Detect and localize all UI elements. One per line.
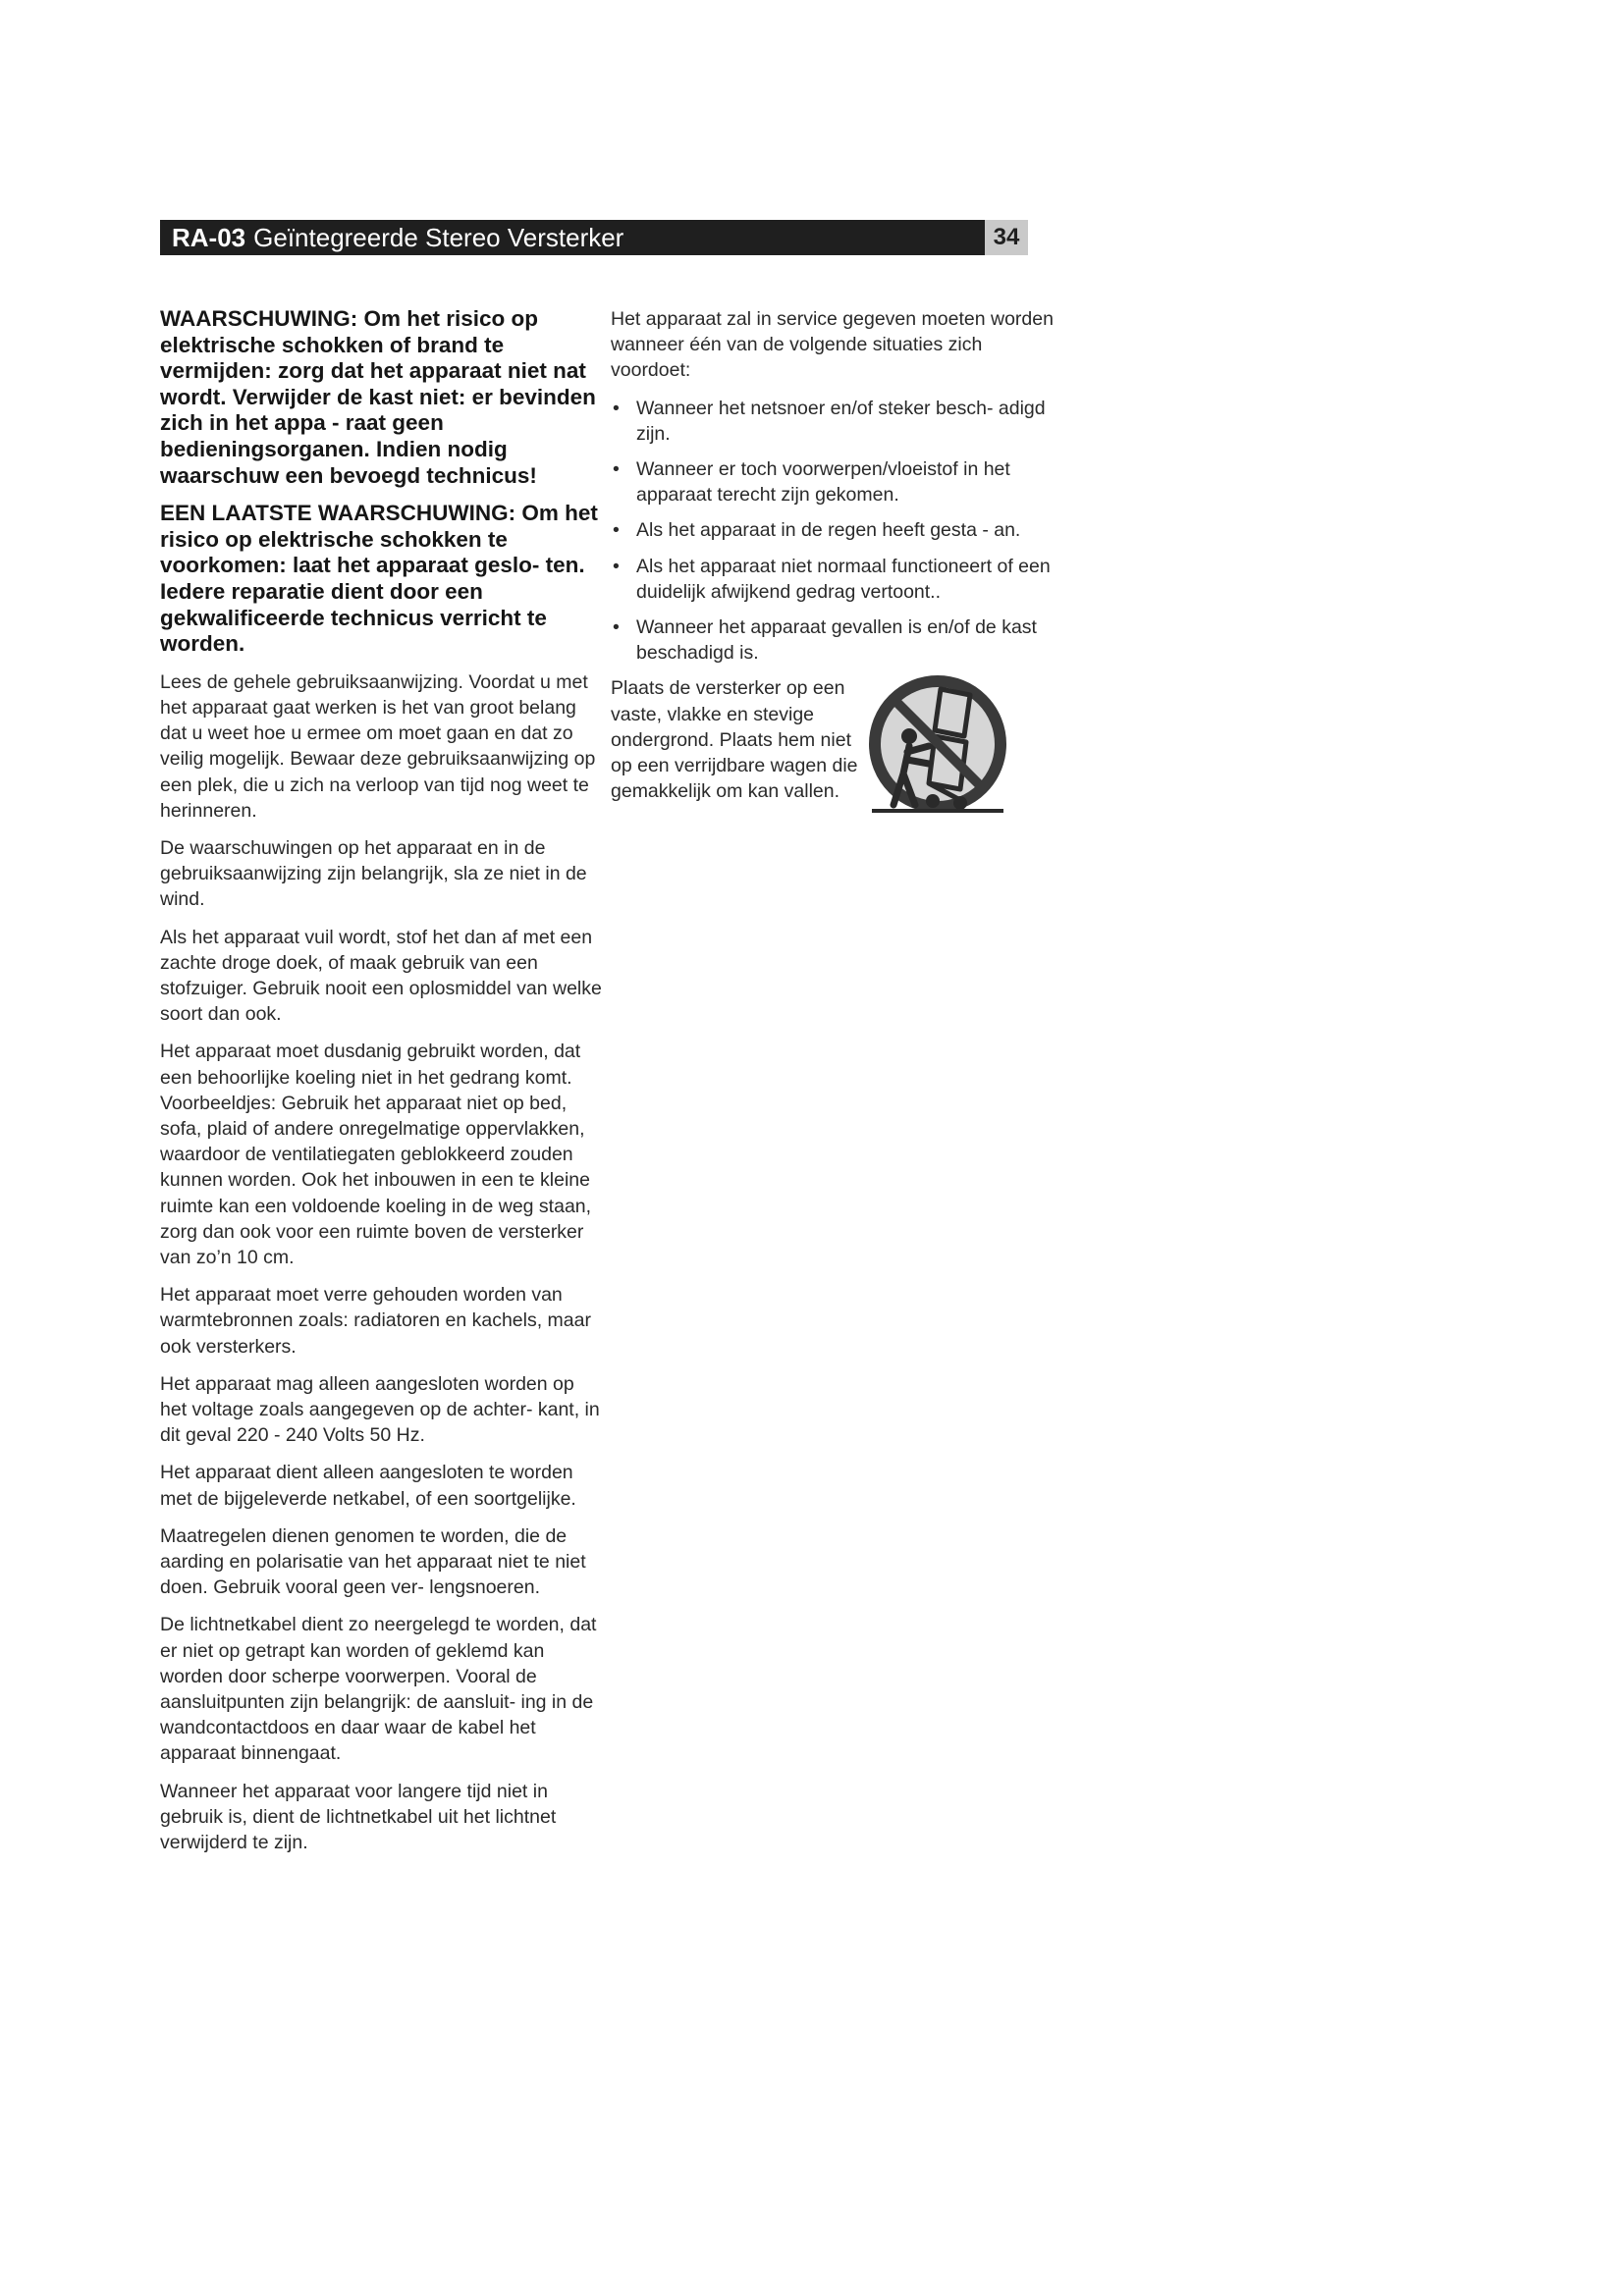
cart-tip-over-warning-icon (864, 667, 1011, 825)
right-column (611, 306, 1062, 804)
paragraph: Maatregelen dienen genomen te worden, die de aarding en polarisatie van het apparaat niet te niet doen. Gebruik vooral geen ver- lengsnoeren. (160, 1524, 586, 1599)
paragraph: Het apparaat moet dusdanig gebruikt worden, dat een behoorlijke koeling niet in het gedrang komt. Voorbeeldjes: Gebruik het apparaat niet op bed, sofa, plaid of andere onregelmatige oppervlakken, waardoor de ventilatiegaten geblokkeerd zouden kunnen worden. Ook het inbouwen in een te kleine ruimte kan een voldoende koeling in de weg staan, zorg dan ook voor een ruimte boven de versterker van zo’n 10 cm. (160, 1041, 592, 1268)
bullet-icon: • (613, 555, 620, 577)
paragraph: Het apparaat dient alleen aangesloten te worden met de bijgeleverde netkabel, of een soortgelijke. (160, 1462, 576, 1510)
list-item: • Wanneer er toch voorwerpen/vloeistof in het apparaat terecht zijn gekomen. (613, 458, 1010, 507)
paragraph: Als het apparaat vuil wordt, stof het dan af met een zachte droge doek, of maak gebruik van een stofzuiger. Gebruik nooit een oplosmiddel van welke soort dan ook. (160, 926, 602, 1026)
service-conditions-list (611, 396, 1062, 667)
bullet-icon: • (613, 458, 620, 481)
header-bar (160, 220, 985, 255)
paragraph: Het apparaat mag alleen aangesloten worden op het voltage zoals aangegeven op de achter- kant, in dit geval 220 - 240 Volts 50 Hz. (160, 1372, 600, 1447)
left-column (160, 306, 602, 1867)
list-item: • Wanneer het netsnoer en/of steker besch- adigd zijn. (613, 397, 1046, 445)
list-item: • Wanneer het apparaat gevallen is en/of de kast beschadigd is. (613, 616, 1037, 665)
bullet-icon: • (613, 519, 620, 542)
paragraph: De lichtnetkabel dient zo neergelegd te worden, dat er niet op getrapt kan worden of geklemd kan worden door scherpe voorwerpen. Vooral de aansluitpunten zijn belangrijk: de aansluit- ing in de wandcontactdoos en daar waar de kabel het apparaat binnengaat. (160, 1614, 597, 1765)
model-name: RA-03 (172, 223, 246, 252)
cart-warning-text: Plaats de versterker op een vaste, vlakke en stevige ondergrond. Plaats hem niet op een verrijdbare wagen die gemakkelijk om kan vallen. (611, 677, 858, 803)
paragraph: Het apparaat moet verre gehouden worden van warmtebronnen zoals: radiatoren en kachels, maar ook versterkers. (160, 1284, 591, 1358)
paragraph: De waarschuwingen op het apparaat en in de gebruiksaanwijzing zijn belangrijk, sla ze niet in de wind. (160, 836, 587, 911)
paragraph: Lees de gehele gebruiksaanwijzing. Voordat u met het apparaat gaat werken is het van groot belang dat u weet hoe u ermee om moet gaan en dat zo veilig mogelijk. Bewaar deze gebruiksaanwijzing op een plek, die u zich na verloop van tijd nog weet te herinneren. (160, 670, 596, 822)
list-item: • Als het apparaat in de regen heeft gesta - an. (611, 517, 1062, 543)
bullet-icon: • (613, 616, 620, 639)
cart-warning (611, 675, 1062, 804)
bullet-icon: • (613, 397, 620, 419)
list-item: • Als het apparaat niet normaal functioneert of een duidelijk afwijkend gedrag vertoont.. (613, 555, 1051, 603)
page-title: Geïntegreerde Stereo Versterker (253, 223, 624, 252)
paragraph: Wanneer het apparaat voor langere tijd niet in gebruik is, dient de lichtnetkabel uit het lichtnet verwijderd te zijn. (160, 1780, 557, 1854)
warning-text: WAARSCHUWING: Om het risico op elektrische schokken of brand te vermijden: zorg dat het apparaat niet nat wordt. Verwijder de kast niet: er bevinden zich in het appa - raat geen bedieningsorganen. Indien nodig waarschuw een bevoegd technicus! (160, 306, 596, 488)
final-warning-text: EEN LAATSTE WAARSCHUWING: Om het risico op elektrische schokken te voorkomen: laat het apparaat geslo- ten. Iedere reparatie dient door een gekwalificeerde technicus verricht te worden. (160, 501, 598, 657)
service-intro: Het apparaat zal in service gegeven moeten worden wanneer één van de volgende situaties zich voordoet: (611, 308, 1054, 382)
page-number: 34 (985, 220, 1028, 255)
